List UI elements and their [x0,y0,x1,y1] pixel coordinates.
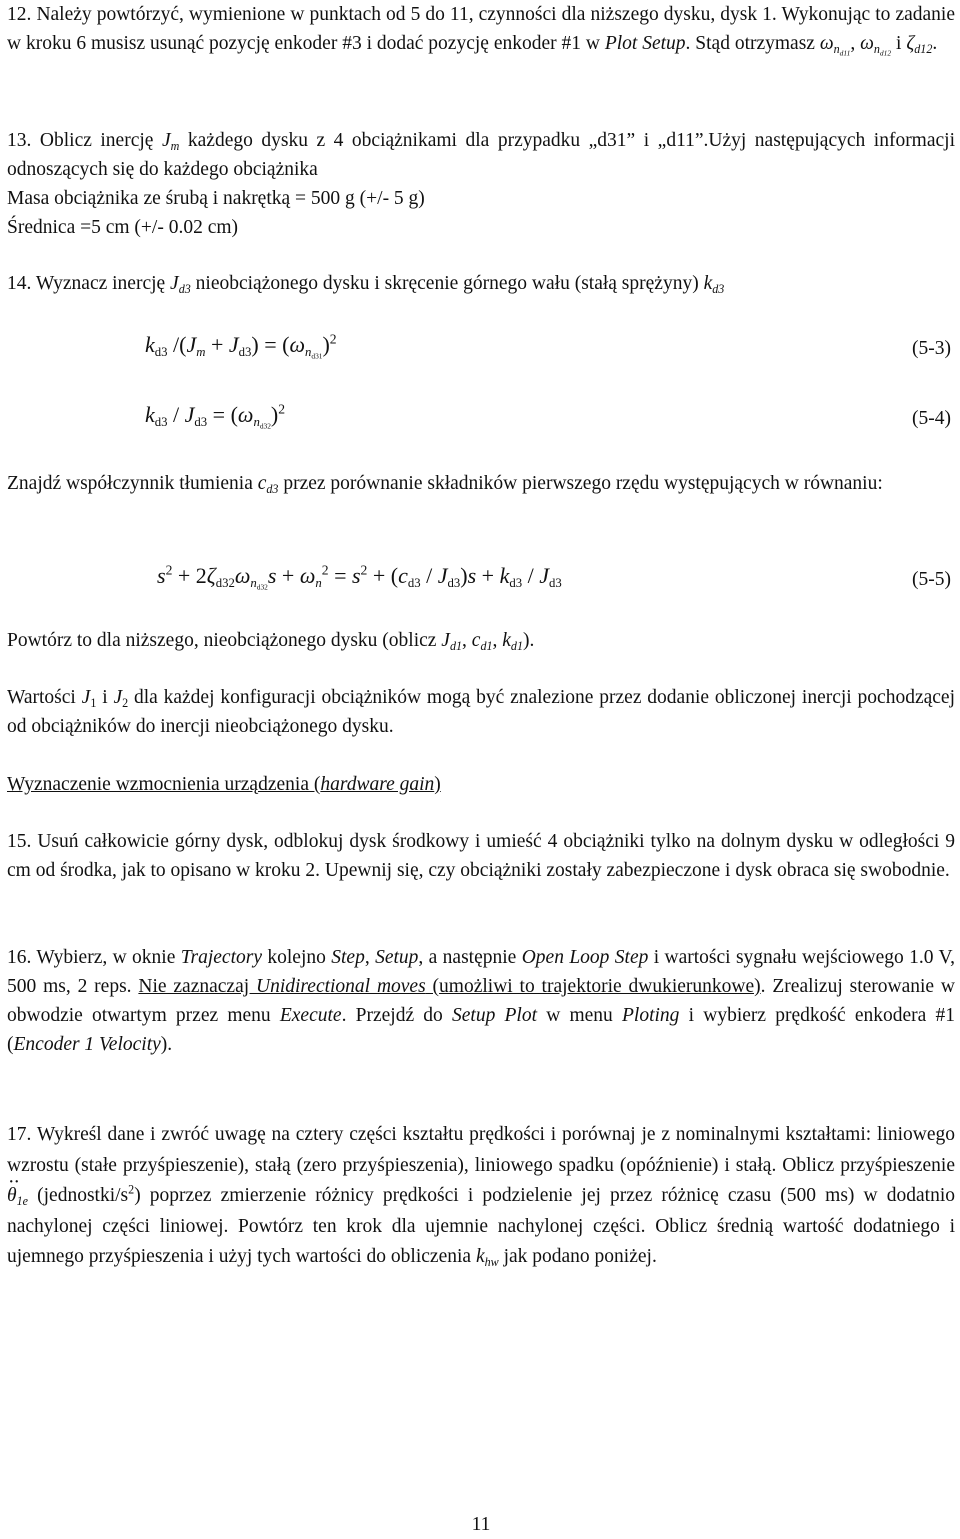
step-14-text: 14. Wyznacz inercję $J_{d3}$ nieobciążonego dysku i skręcenie górnego wału (stałą sprężyny) $k_{d3}$ [7,273,725,296]
paragraph-values-text: Wartości $J_1$ i $J_2$ dla każdej konfiguracji obciążników mogą być znalezione przez dodanie obliczonej inercji pochodzącej od obciążników do inercji nieobciążonego dysku. [7,687,955,737]
equation-5-4-label: (5-4) [912,408,951,429]
theta-ddot: ·· θ [7,1181,17,1212]
step-14 [7,269,955,298]
section-heading-text: Wyznaczenie wzmocnienia urządzenia (hardware gain) [7,774,441,795]
paragraph-repeat-text: Powtórz to dla niższego, nieobciążonego dysku (oblicz $J_{d1}$, $c_{d1}$, $k_{d1}$). [7,630,535,653]
paragraph-damping [7,469,955,498]
step-13 [7,126,955,242]
page-number: 11 [471,1514,491,1535]
step-15-text: 15. Usuń całkowicie górny dysk, odblokuj dysk środkowy i umieść 4 obciążniki tylko na dolnym dysku w odległości 9 cm od środka, jak to opisano w kroku 2. Upewnij się, czy obciążniki zostały zabezpieczone i dysk obraca się swobodnie. [7,831,955,881]
section-heading [7,770,955,799]
equation-5-5-formula: $s^2 + 2\zeta_{d32}\omega_{n_{d32}}s + \omega_n^2 = s^2 + (c_{d3} / J_{d3})s + k_{d3} / J_{d3}$ [157,562,562,592]
equation-5-4-formula: $k_{d3} / J_{d3} = (\omega_{n_{d32}})^2$ [145,401,286,431]
step-12 [7,0,955,58]
equation-5-3-formula: $k_{d3}$ $/(J_m + J_{d3}) = (\omega_{n_{d31}})^2$ [145,331,337,361]
equation-5-3-label: (5-3) [912,338,951,359]
weight-mass: Masa obciążnika ze śrubą i nakrętką = 500 g (+/- 5 g) [7,188,425,209]
weight-diameter: Średnica =5 cm (+/- 0.02 cm) [7,217,239,238]
equation-5-4 [7,396,955,436]
paragraph-damping-text: Znajdź współczynnik tłumienia $c_{d3}$ przez porównanie składników pierwszego rzędu występujących w równaniu: [7,473,883,496]
equation-5-5 [7,557,955,597]
step-16-text: 16. Wybierz, w oknie Trajectory kolejno Step, Setup, a następnie Open Loop Step i wartości sygnału wejściowego 1.0 V, 500 ms, 2 reps. Nie zaznaczaj Unidirectional moves (umożliwi to trajektorie dwukierunkowe). Zrealizuj sterowanie w obwodzie otwartym przez menu Execute. Przejdź do Setup Plot w menu Ploting i wybierz prędkość enkodera #1 (Encoder 1 Velocity). [7,947,956,1055]
step-12-text: 12. Należy powtórzyć, wymienione w punktach od 5 do 11, czynności dla niższego dysku, dysk 1. Wykonując to zadanie w kroku 6 musisz usunąć pozycję enkoder #3 i dodać pozycję enkoder #1 w Plot Setup. Stąd otrzymasz $\omega_{n_{d11}}$, $\omega_{n_{d12}}$ i $\zeta_{d12}$. [7,4,956,58]
equation-5-5-label: (5-5) [912,569,951,590]
paragraph-repeat [7,626,955,655]
step-15 [7,827,955,885]
step-16 [7,943,955,1059]
equation-5-3 [7,326,955,366]
step-17 [7,1120,955,1273]
paragraph-values [7,683,955,741]
step-13-text: 13. Oblicz inercję $J_m$ każdego dysku z 4 obciążnikami dla przypadku „d31” i „d11”.Użyj następujących informacji odnoszących się do każdego obciążnika [7,130,955,180]
step-17-text: 17. Wykreśl dane i zwróć uwagę na cztery części kształtu prędkości i porównaj je z nominalnymi kształtami: liniowego wzrostu (stałe przyśpieszenie), stałą (zero przyśpieszenia), liniowego spadku (opóźnienie) i stałą. Oblicz przyśpieszenie ·· $\theta_{1e}$ $(jednostki/s^2)$ poprzez zmierzenie różnicy prędkości i podzielenie jej przez różnicę czasu (500 ms) w dodatnio nachylonej części liniowej. Powtórz ten krok dla ujemnie nachylonej części. Oblicz średnią wartość dodatniego i ujemnego przyśpieszenia i użyj tych wartości do obliczenia $k_{hw}$ jak podano poniżej. [7,1120,955,1273]
